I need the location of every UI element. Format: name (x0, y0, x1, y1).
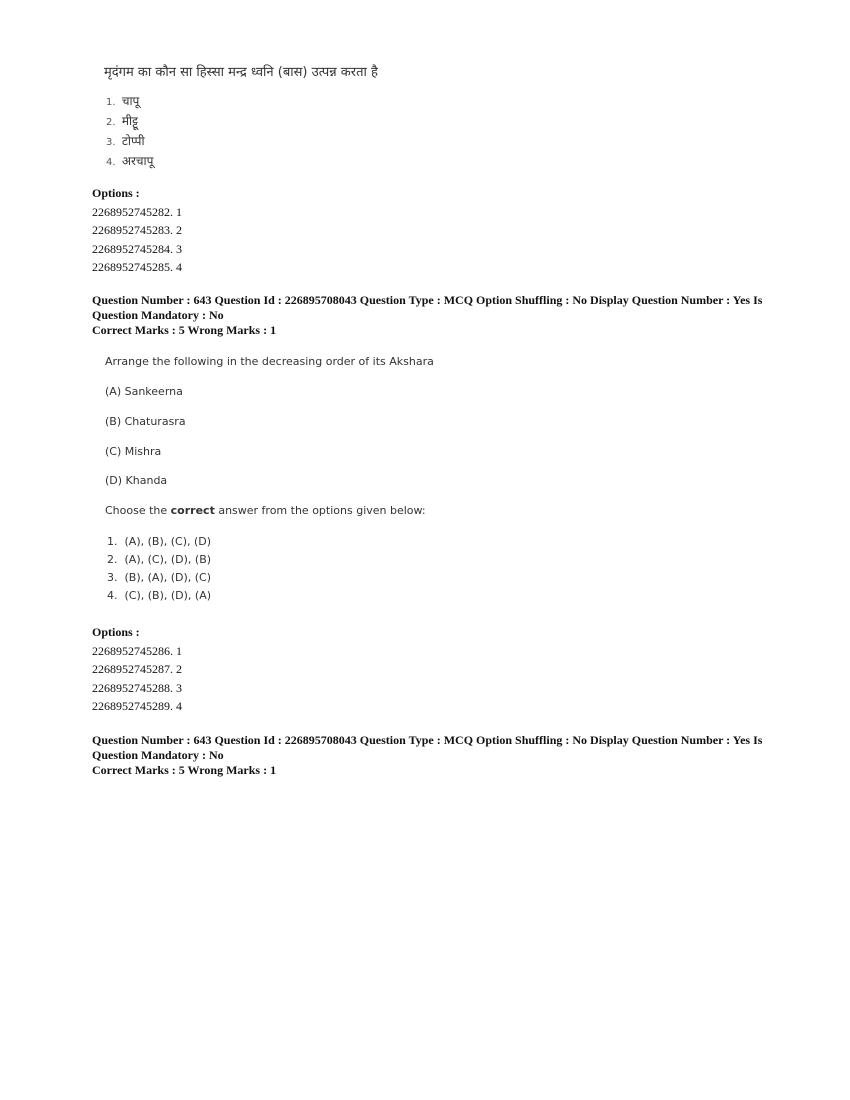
item-c: (C) Mishra (105, 445, 162, 458)
question-1-text: मृदंगम का कौन सा हिस्सा मन्द्र ध्वनि (बास) उत्पन्न करता है (104, 65, 378, 80)
item-d: (D) Khanda (105, 474, 168, 487)
question-2-options (92, 623, 182, 716)
marks-line: Correct Marks : 5 Wrong Marks : 1 (92, 323, 277, 337)
question-2-meta (92, 293, 772, 338)
question-2-choices (107, 533, 211, 605)
question-meta-line: Question Number : 643 Question Id : 226895708043 Question Type : MCQ Option Shuffling : No Display Question Number : Yes Is (92, 733, 763, 747)
question-meta-line: Question Number : 643 Question Id : 226895708043 Question Type : MCQ Option Shuffling : No Display Question Number : Yes Is (92, 293, 763, 307)
choice-item: 4. (C), (B), (D), (A) (107, 589, 212, 602)
option-id: 2268952745287. 2 (92, 662, 182, 676)
choice-item: 1. चापू (106, 94, 140, 108)
question-1-choices (106, 92, 153, 172)
option-id: 2268952745288. 3 (92, 680, 182, 695)
question-mandatory: Question Mandatory : No (92, 308, 224, 322)
question-mandatory: Question Mandatory : No (92, 748, 224, 762)
option-id: 2268952745289. 4 (92, 699, 182, 713)
options-header: Options : (92, 625, 140, 639)
option-id: 2268952745286. 1 (92, 643, 182, 658)
choice-item: 2. मीट्टू (106, 114, 138, 128)
item-a: (A) Sankeerna (105, 385, 183, 398)
option-id: 2268952745284. 3 (92, 241, 182, 256)
choice-item: 4. अरचापू (106, 154, 154, 168)
options-header: Options : (92, 186, 140, 200)
marks-line: Correct Marks : 5 Wrong Marks : 1 (92, 763, 277, 777)
item-b: (B) Chaturasra (105, 415, 186, 428)
question-1-options (92, 184, 182, 277)
choice-item: 3. (B), (A), (D), (C) (107, 571, 212, 584)
option-id: 2268952745285. 4 (92, 260, 182, 274)
choose-instruction: Choose the correct answer from the options given below: (105, 504, 426, 517)
option-id: 2268952745282. 1 (92, 204, 182, 219)
option-id: 2268952745283. 2 (92, 223, 182, 237)
choice-item: 3. टोप्पी (106, 134, 145, 148)
choice-item: 1. (A), (B), (C), (D) (107, 535, 212, 548)
question-3-meta (92, 733, 772, 778)
choice-item: 2. (A), (C), (D), (B) (107, 553, 212, 566)
question-2-text: Arrange the following in the decreasing order of its Akshara (105, 355, 434, 368)
